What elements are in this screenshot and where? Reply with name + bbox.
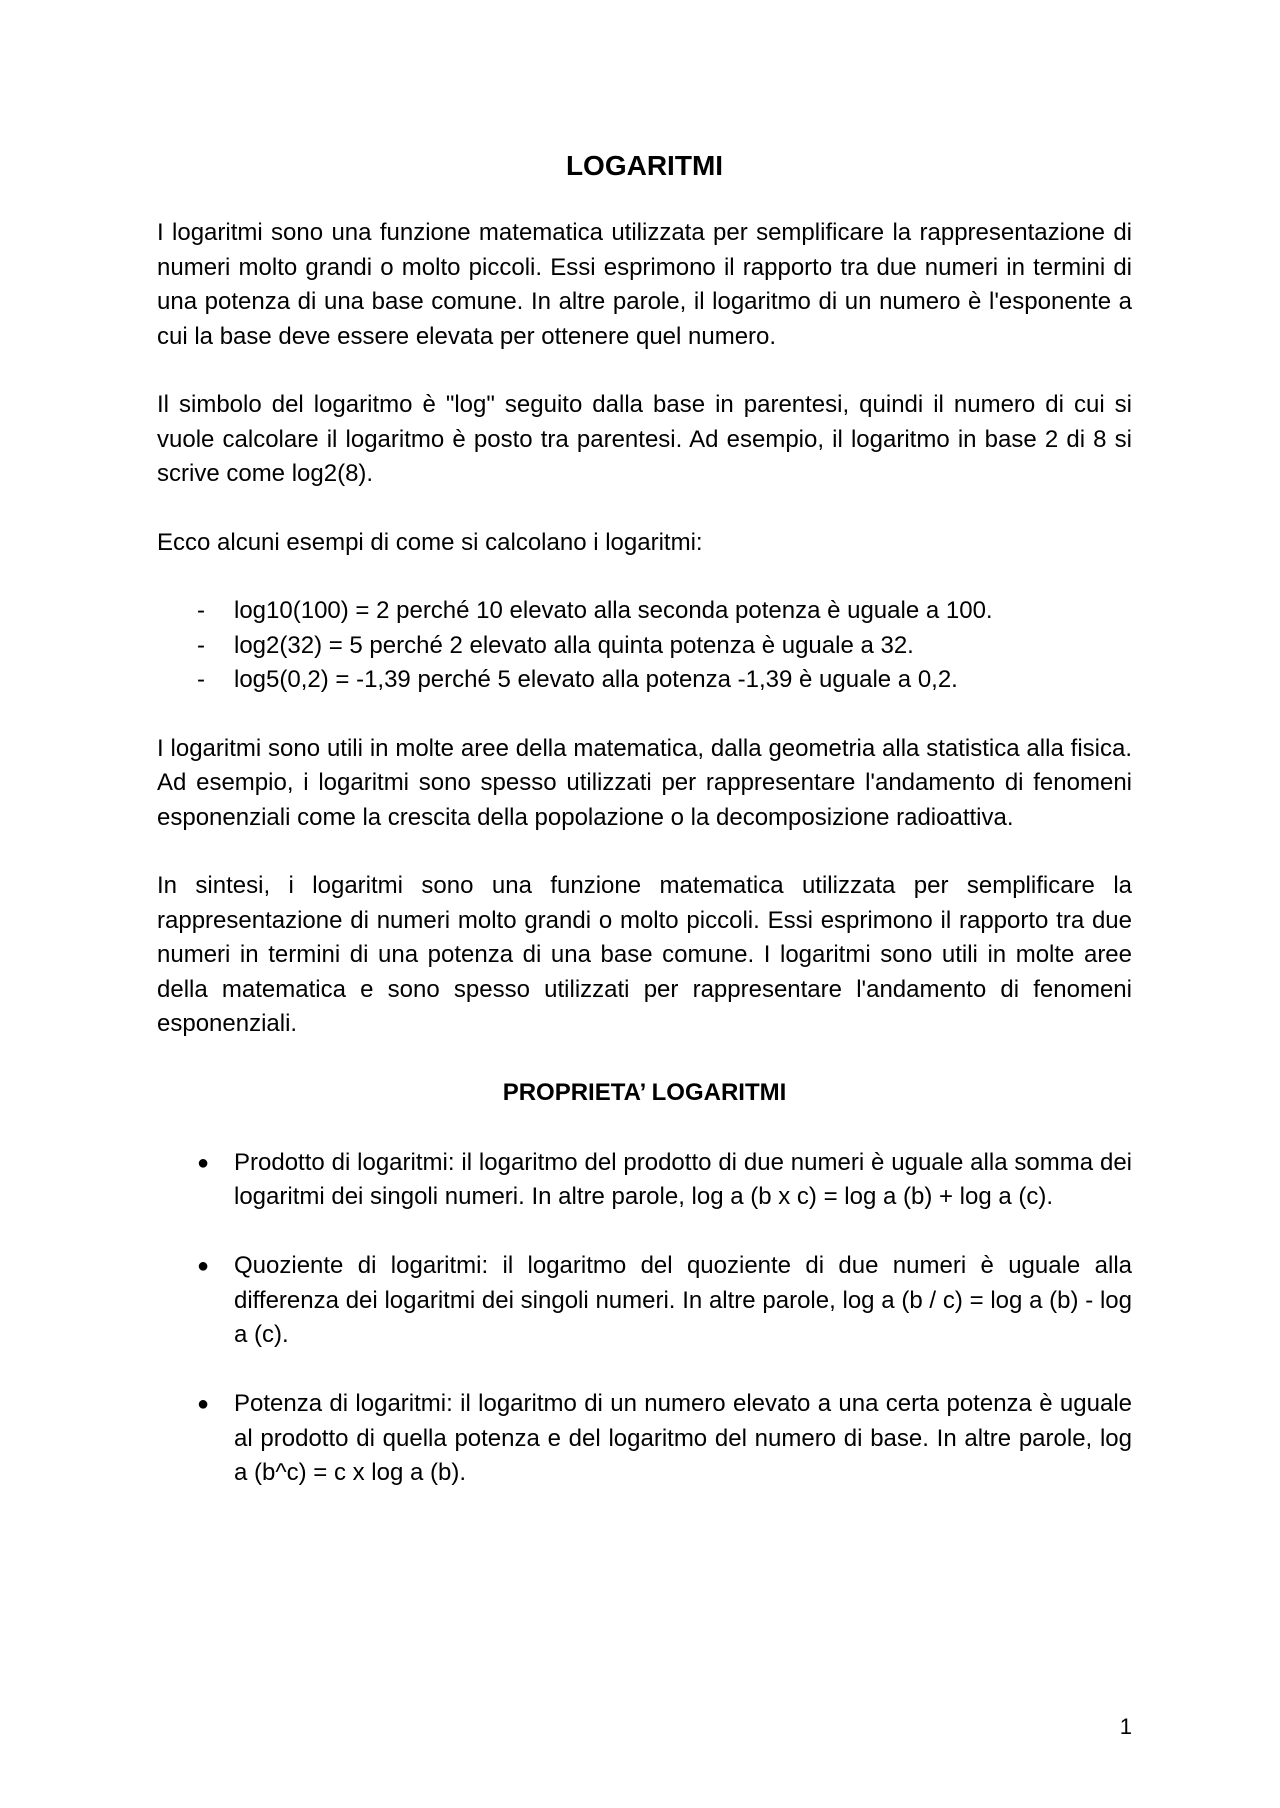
- list-item: [157, 1249, 1132, 1353]
- dash-marker: -: [197, 631, 205, 659]
- symbol-paragraph: Il simbolo del logaritmo è "log" seguito dalla base in parentesi, quindi il numero di cui si vuole calcolare il logaritmo è posto tra parentesi. Ad esempio, il logaritmo in base 2 di 8 si scrive come log2(8).: [157, 391, 1132, 487]
- page-content: [157, 148, 1132, 1525]
- list-item: [157, 1146, 1132, 1215]
- document-title: LOGARITMI: [565, 150, 724, 181]
- bullet-icon: ●: [197, 1255, 210, 1277]
- list-item: [157, 663, 1132, 698]
- list-item: [157, 629, 1132, 664]
- property-text: Quoziente di logaritmi: il logaritmo del quoziente di due numeri è uguale alla differenza dei logaritmi dei singoli numeri. In altre parole, log a (b / c) = log a (b) - log a (c).: [234, 1252, 1132, 1348]
- page-number: 1: [1119, 1714, 1132, 1739]
- properties-heading: PROPRIETA’ LOGARITMI: [502, 1078, 787, 1106]
- summary-paragraph: In sintesi, i logaritmi sono una funzione matematica utilizzata per semplificare la rappresentazione di numeri molto grandi o molto piccoli. Essi esprimono il rapporto tra due numeri in termini di una potenza di una base comune. I logaritmi sono utili in molte aree della matematica e sono spesso utilizzati per rappresentare l'andamento di fenomeni esponenziali.: [157, 872, 1132, 1037]
- example-text: log2(32) = 5 perché 2 elevato alla quinta potenza è uguale a 32.: [234, 631, 914, 659]
- intro-paragraph: I logaritmi sono una funzione matematica utilizzata per semplificare la rappresentazione di numeri molto grandi o molto piccoli. Essi esprimono il rapporto tra due numeri in termini di una potenza di una base comune. In altre parole, il logaritmo di un numero è l'esponente a cui la base deve essere elevata per ottenere quel numero.: [157, 219, 1132, 350]
- uses-paragraph: I logaritmi sono utili in molte aree della matematica, dalla geometria alla statistica alla fisica. Ad esempio, i logaritmi sono spesso utilizzati per rappresentare l'andamento di fenomeni esponenziali come la crescita della popolazione o la decomposizione radioattiva.: [157, 734, 1132, 831]
- properties-list: [157, 1146, 1132, 1491]
- dash-marker: -: [197, 666, 205, 693]
- property-text: Potenza di logaritmi: il logaritmo di un numero elevato a una certa potenza è uguale al prodotto di quella potenza e del logaritmo del numero di base. In altre parole, log a (b^c) = c x log a (b).: [234, 1390, 1132, 1486]
- examples-intro-paragraph: Ecco alcuni esempi di come si calcolano i logaritmi:: [157, 528, 703, 556]
- bullet-icon: ●: [197, 1151, 210, 1174]
- list-item: [157, 1387, 1132, 1491]
- property-text: Prodotto di logaritmi: il logaritmo del prodotto di due numeri è uguale alla somma dei logaritmi dei singoli numeri. In altre parole, log a (b x c) = log a (b) + log a (c).: [234, 1148, 1132, 1210]
- examples-list: [157, 594, 1132, 698]
- dash-marker: -: [197, 597, 205, 624]
- bullet-icon: ●: [197, 1393, 210, 1415]
- list-item: [157, 594, 1132, 629]
- example-text: log5(0,2) = -1,39 perché 5 elevato alla potenza -1,39 è uguale a 0,2.: [234, 666, 958, 693]
- example-text: log10(100) = 2 perché 10 elevato alla seconda potenza è uguale a 100.: [234, 597, 993, 624]
